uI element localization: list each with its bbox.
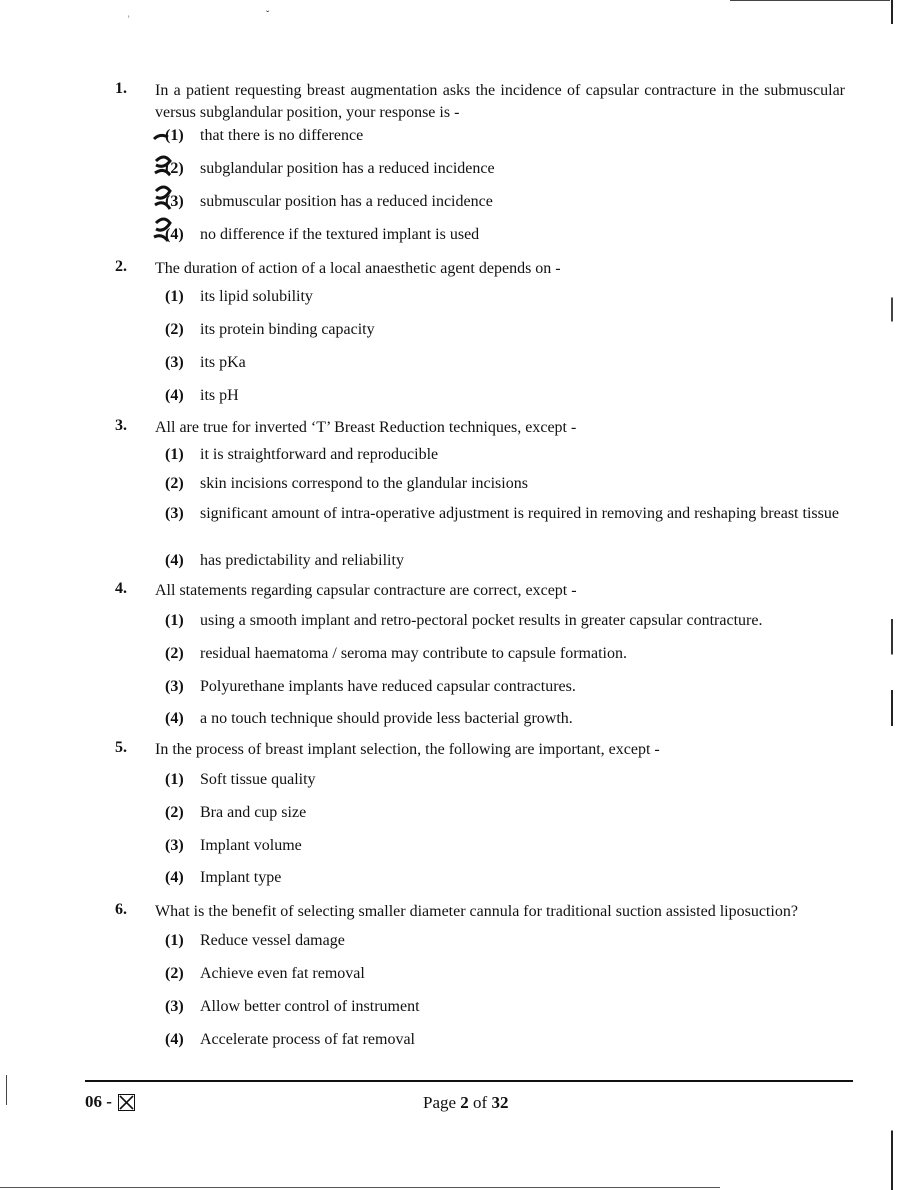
option-text: its pH — [200, 387, 239, 404]
question-text: All are true for inverted ‘T’ Breast Reduction techniques, except - — [155, 419, 577, 436]
page-current: 2 — [460, 1093, 469, 1112]
question-number: 2. — [115, 258, 127, 275]
option-number: (3) — [165, 837, 184, 854]
page-of: of — [468, 1093, 492, 1112]
question-text: What is the benefit of selecting smaller diameter cannula for traditional suction assisted liposuction? — [155, 903, 798, 920]
option-number: (1) — [165, 612, 184, 629]
option-text: Soft tissue quality — [200, 771, 316, 788]
scan-speck: ˇ — [266, 10, 270, 21]
option-text: Reduce vessel damage — [200, 932, 345, 949]
option-number: (2) — [165, 475, 184, 492]
option-text: Polyurethane implants have reduced capsular contractures. — [200, 678, 576, 695]
footer-rule — [85, 1080, 853, 1082]
option-number: (1) — [165, 932, 184, 949]
option-number: (2) — [165, 645, 184, 662]
option-text: that there is no difference — [200, 127, 364, 144]
option-text: submuscular position has a reduced incidence — [200, 193, 493, 210]
question-number: 1. — [115, 80, 127, 97]
option-number: (3) — [165, 505, 184, 522]
option-number: (1) — [165, 288, 184, 305]
option-number: (3) — [165, 354, 184, 371]
question-text: In the process of breast implant selection, the following are important, except - — [155, 741, 660, 758]
page-prefix: Page — [423, 1093, 461, 1112]
question-number: 4. — [115, 580, 127, 597]
option-number: (4) — [165, 387, 184, 404]
option-text: its pKa — [200, 354, 246, 371]
option-text: a no touch technique should provide less bacterial growth. — [200, 710, 573, 727]
option-number: (2) — [165, 804, 184, 821]
scan-speck: ˒ — [127, 10, 131, 21]
option-text: residual haematoma / seroma may contribute to capsule formation. — [200, 645, 627, 662]
option-text: Accelerate process of fat removal — [200, 1031, 415, 1048]
question-number: 5. — [115, 739, 127, 756]
option-number: (1) — [165, 446, 184, 463]
page-total: 32 — [491, 1093, 509, 1112]
option-text: skin incisions correspond to the glandular incisions — [200, 475, 528, 492]
option-number: (3) — [165, 678, 184, 695]
option-text: using a smooth implant and retro-pectoral pocket results in greater capsular contracture. — [200, 612, 763, 629]
option-text: Achieve even fat removal — [200, 965, 365, 982]
booklet-code — [85, 1092, 135, 1112]
scan-edge-right — [891, 0, 893, 1190]
option-text: its lipid solubility — [200, 288, 313, 305]
boxed-x-icon — [118, 1094, 135, 1111]
option-number: (4) — [165, 226, 184, 243]
option-number: (4) — [165, 1031, 184, 1048]
option-number: (4) — [165, 552, 184, 569]
option-number: (3) — [165, 193, 184, 210]
option-number: (1) — [165, 127, 184, 144]
question-text: In a patient requesting breast augmentation asks the incidence of capsular contracture in the submuscular versus subglandular position, your response is - — [155, 82, 845, 121]
option-text: significant amount of intra-operative adjustment is required in removing and reshaping breast tissue — [200, 505, 839, 522]
option-number: (2) — [165, 321, 184, 338]
option-text: subglandular position has a reduced incidence — [200, 160, 495, 177]
question-number: 6. — [115, 901, 127, 918]
option-number: (2) — [165, 160, 184, 177]
option-text: no difference if the textured implant is used — [200, 226, 480, 243]
option-text: Bra and cup size — [200, 804, 307, 821]
option-text: its protein binding capacity — [200, 321, 375, 338]
scan-edge-top — [730, 0, 890, 1]
question-text: All statements regarding capsular contracture are correct, except - — [155, 582, 577, 599]
option-text: it is straightforward and reproducible — [200, 446, 439, 463]
option-number: (2) — [165, 965, 184, 982]
option-number: (1) — [165, 771, 184, 788]
scan-edge-bottom — [0, 1187, 720, 1188]
question-number: 3. — [115, 417, 127, 434]
option-text: has predictability and reliability — [200, 552, 404, 569]
question-text: The duration of action of a local anaesthetic agent depends on - — [155, 260, 561, 277]
option-number: (4) — [165, 869, 184, 886]
option-text: Implant volume — [200, 837, 302, 854]
option-number: (4) — [165, 710, 184, 727]
scan-edge-left — [6, 1075, 7, 1105]
option-number: (3) — [165, 998, 184, 1015]
option-text: Allow better control of instrument — [200, 998, 420, 1015]
page-indicator — [423, 1093, 508, 1113]
option-text: Implant type — [200, 869, 282, 886]
booklet-code-text: 06 - — [85, 1092, 112, 1111]
